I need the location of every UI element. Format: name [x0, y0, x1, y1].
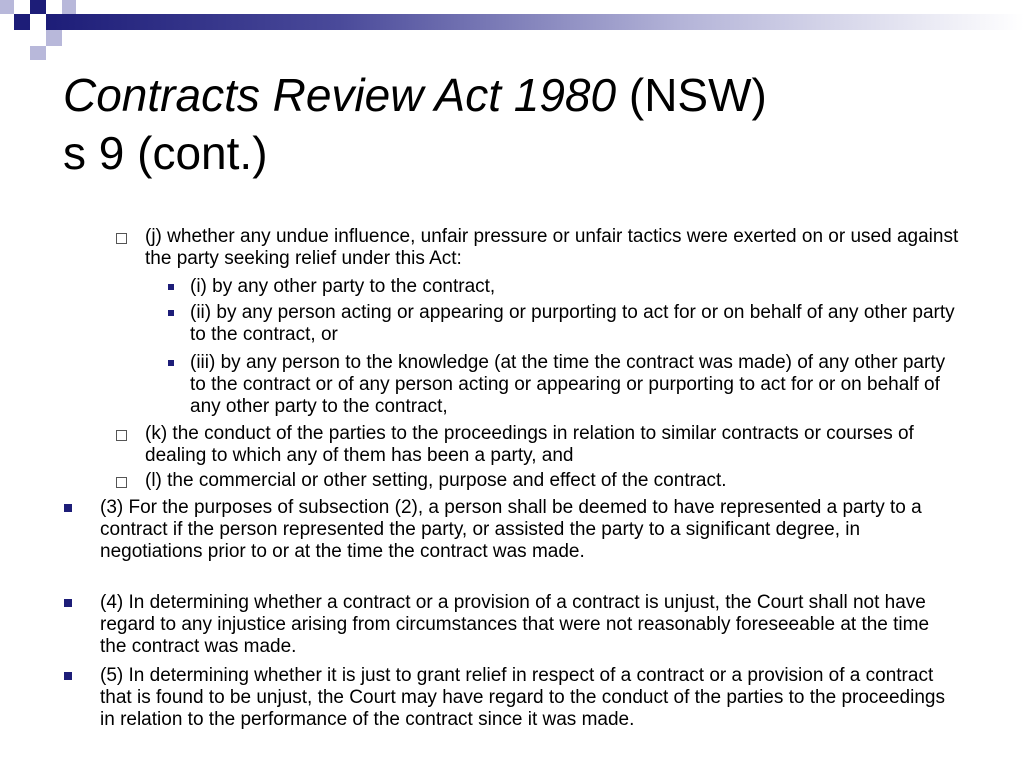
- list-item-j-i: (i) by any other party to the contract,: [190, 276, 496, 297]
- list-item-j-ii: (ii) by any person acting or appearing or purporting to act for or on behalf of any other party to the contract, or: [190, 302, 955, 345]
- square-bullet-icon: [168, 284, 174, 290]
- subsection-4: (4) In determining whether a contract or a provision of a contract is unjust, the Court shall not have regard to any injustice arising from circumstances that were not reasonably foreseeable at the time the contract was made.: [100, 592, 930, 657]
- decor-square: [62, 0, 76, 14]
- decor-square: [14, 14, 30, 30]
- list-item-l: (l) the commercial or other setting, purpose and effect of the contract.: [145, 470, 727, 491]
- subsection-3: (3) For the purposes of subsection (2), a person shall be deemed to have represented a party to a contract if the person represented the party, or assisted the party to a significant degree, in negotiations prior to or at the time the contract was made.: [100, 497, 922, 562]
- square-bullet-icon: [64, 672, 72, 680]
- hollow-bullet-icon: [116, 430, 127, 441]
- decor-square: [46, 30, 62, 46]
- header-gradient-bar: [46, 14, 1024, 30]
- title-section: s 9 (cont.): [63, 127, 268, 179]
- list-item-k: (k) the conduct of the parties to the proceedings in relation to similar contracts or courses of dealing to which any of them has been a party, and: [145, 423, 914, 466]
- decor-square: [0, 0, 14, 14]
- decor-square: [14, 30, 30, 46]
- decor-square: [30, 46, 46, 60]
- square-bullet-icon: [168, 310, 174, 316]
- square-bullet-icon: [64, 599, 72, 607]
- title-act-name: Contracts Review Act 1980: [63, 69, 617, 121]
- subsection-5: (5) In determining whether it is just to grant relief in respect of a contract or a provision of a contract that is found to be unjust, the Court may have regard to the conduct of the parties to the proceedings in relation to the performance of the contract since it was made.: [100, 665, 945, 730]
- list-item-j-iii: (iii) by any person to the knowledge (at the time the contract was made) of any other party to the contract or of any person acting or appearing or purporting to act for or on behalf of any other party to the contract,: [190, 352, 946, 417]
- title-jurisdiction: (NSW): [616, 69, 767, 121]
- hollow-bullet-icon: [116, 233, 127, 244]
- hollow-bullet-icon: [116, 477, 127, 488]
- square-bullet-icon: [64, 504, 72, 512]
- list-item-j: (j) whether any undue influence, unfair pressure or unfair tactics were exerted on or used against the party seeking relief under this Act:: [145, 226, 959, 269]
- decor-square: [30, 0, 46, 14]
- square-bullet-icon: [168, 360, 174, 366]
- slide-title: [63, 66, 993, 182]
